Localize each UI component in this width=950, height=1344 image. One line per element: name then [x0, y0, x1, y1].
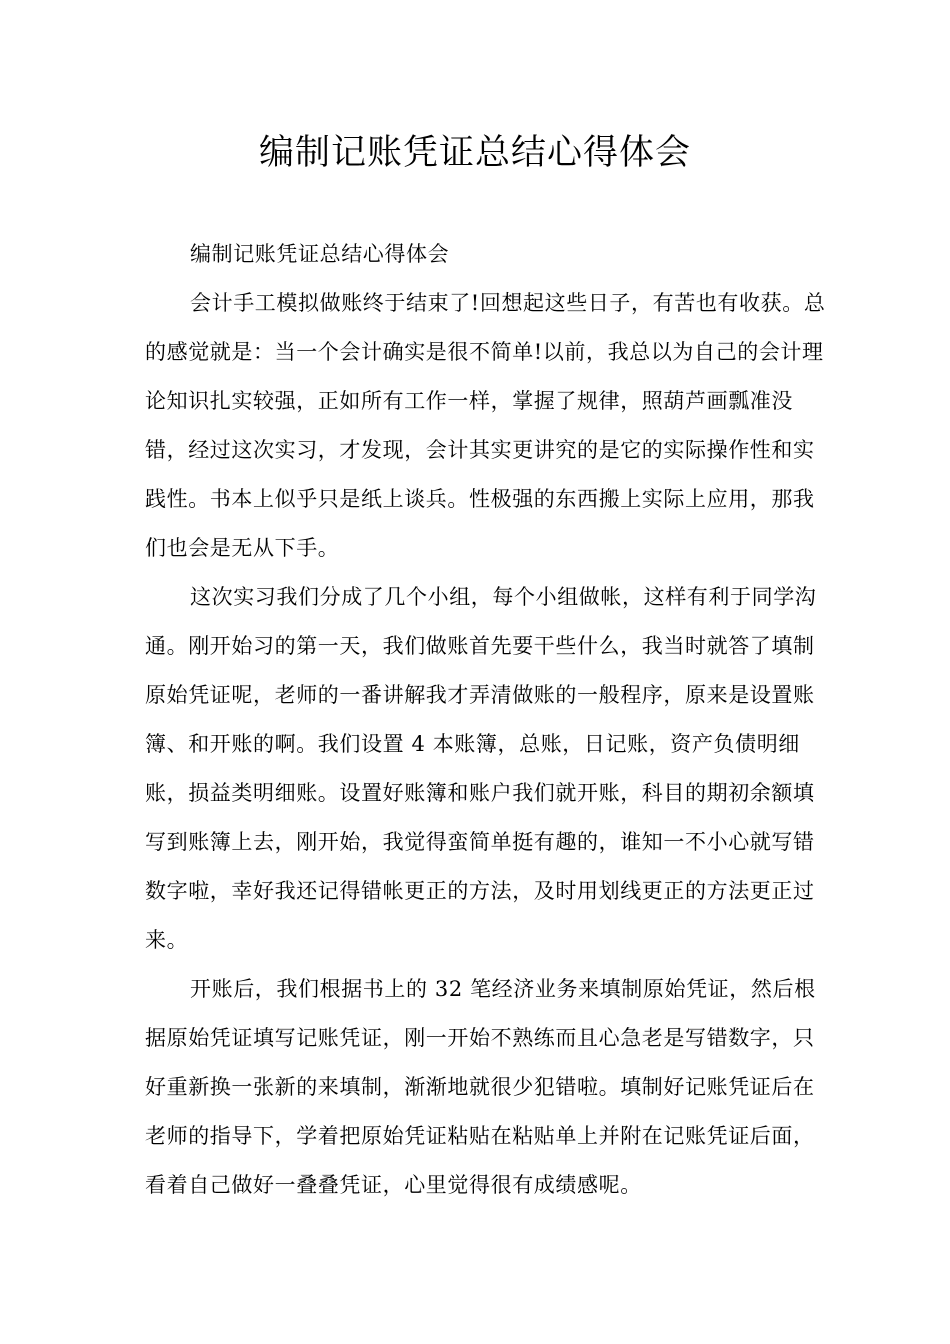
paragraph: 开账后，我们根据书上的 32 笔经济业务来填制原始凭证，然后根据原始凭证填写记账凭证，刚一开始不熟练而且心急老是写错数字，只好重新换一张新的来填制，渐渐地就很少犯错啦。填制好记账凭证后在老师的指导下，学着把原始凭证粘贴在粘贴单上并附在记账凭证后面，看着自己做好一叠叠凭证，心里觉得很有成绩感呢。: [145, 977, 816, 1197]
paragraph-subtitle: 编制记账凭证总结心得体会: [190, 242, 450, 266]
document-body: [145, 230, 827, 1210]
paragraph: 这次实习我们分成了几个小组，每个小组做帐，这样有利于同学沟通。刚开始习的第一天，我们做账首先要干些什么，我当时就答了填制原始凭证呢，老师的一番讲解我才弄清做账的一般程序，原来是设置账簿、和开账的啊。我们设置 4 本账簿，总账，日记账，资产负债明细账，损益类明细账。设置好账簿和账户我们就开账，科目的期初余额填写到账簿上去，刚开始，我觉得蛮简单挺有趣的，谁知一不小心就写错数字啦，幸好我还记得错帐更正的方法，及时用划线更正的方法更正过来。: [145, 585, 817, 952]
document-title: 编制记账凭证总结心得体会: [258, 133, 691, 173]
paragraph: 会计手工模拟做账终于结束了!回想起这些日子，有苦也有收获。总的感觉就是：当一个会计确实是很不简单!以前，我总以为自己的会计理论知识扎实较强，正如所有工作一样，掌握了规律，照葫芦画瓢准没错，经过这次实习，才发现，会计其实更讲究的是它的实际操作性和实践性。书本上似乎只是纸上谈兵。性极强的东西搬上实际上应用，那我们也会是无从下手。: [145, 291, 826, 560]
